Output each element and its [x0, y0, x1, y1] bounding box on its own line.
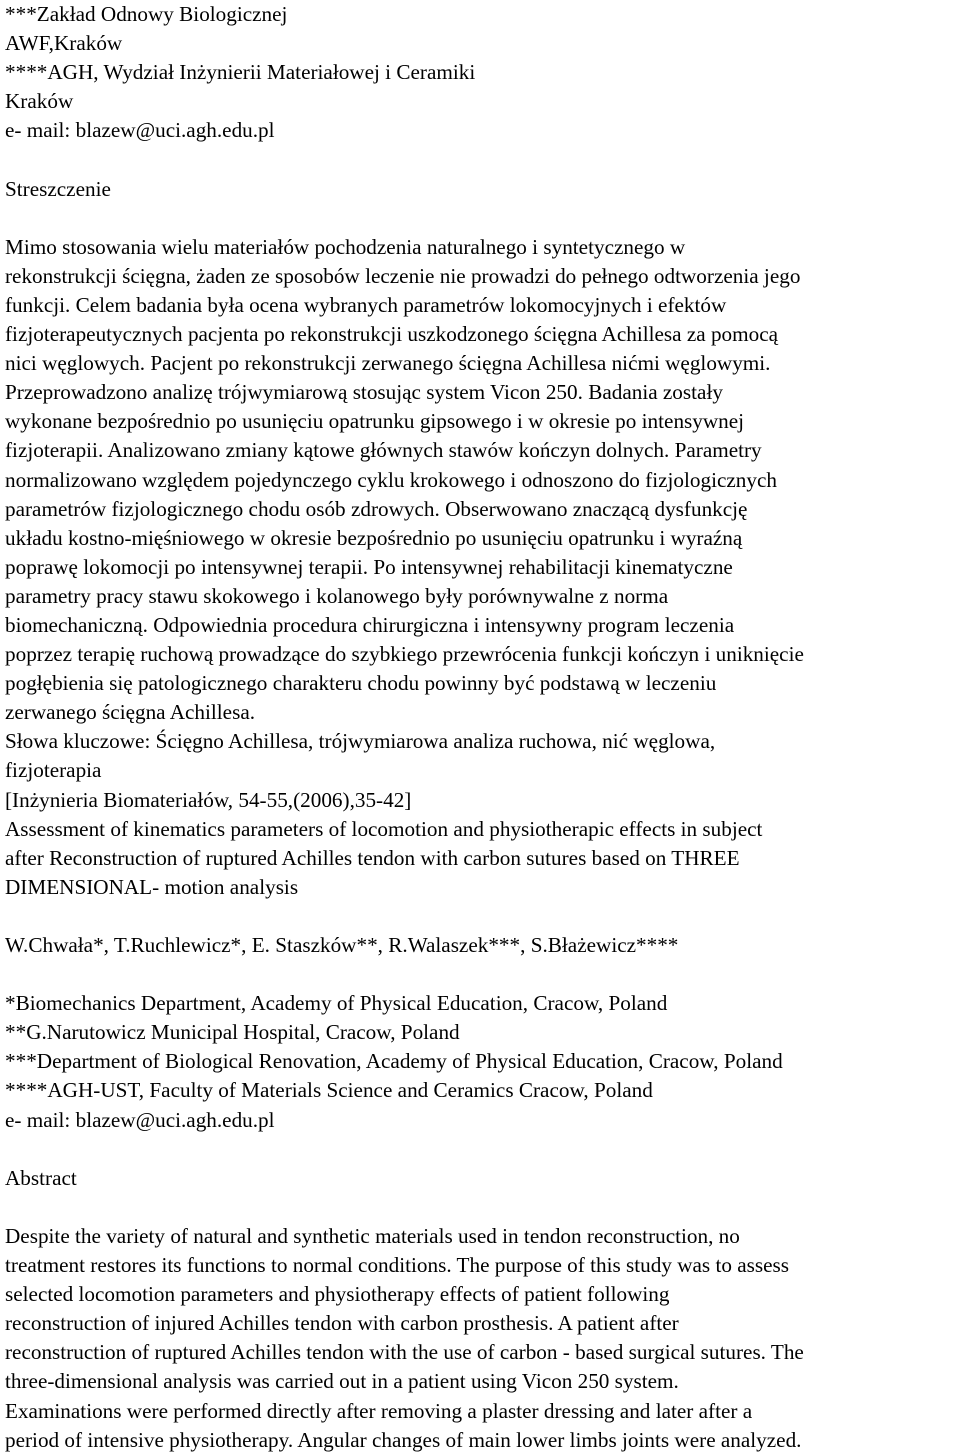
- email-line: e- mail: blazew@uci.agh.edu.pl: [5, 118, 275, 143]
- affiliation-line: AWF,Kraków: [5, 31, 123, 56]
- streszczenie-paragraph: [5, 233, 960, 728]
- paragraph-line: period of intensive physiotherapy. Angular changes of main lower limbs joints were analyzed.: [5, 1427, 802, 1452]
- paragraph-line: rekonstrukcji ścięgna, żaden ze sposobów leczenie nie prowadzi do pełnego odtworzenia jego: [5, 263, 801, 288]
- affiliation-line: ***Department of Biological Renovation, Academy of Physical Education, Cracow, Poland: [5, 1049, 783, 1074]
- affiliation-line: ***Zakład Odnowy Biologicznej: [5, 2, 288, 26]
- paragraph-line: Despite the variety of natural and synthetic materials used in tendon reconstruction, no: [5, 1223, 740, 1248]
- blank-line: [5, 204, 960, 233]
- blank-line: [5, 145, 960, 174]
- email-line: e- mail: blazew@uci.agh.edu.pl: [5, 1107, 275, 1132]
- affiliation-line: *Biomechanics Department, Academy of Physical Education, Cracow, Poland: [5, 991, 668, 1016]
- abstract-paragraph: [5, 1222, 960, 1455]
- paragraph-line: reconstruction of ruptured Achilles tendon with the use of carbon - based surgical sutures. The: [5, 1340, 804, 1365]
- citation: [Inżynieria Biomateriałów, 54-55,(2006),35-42]: [5, 787, 412, 812]
- paragraph-line: funkcji. Celem badania była ocena wybranych parametrów lokomocyjnych i efektów: [5, 292, 727, 317]
- keywords: [5, 727, 960, 785]
- title-line: after Reconstruction of ruptured Achilles tendon with carbon sutures based on THREE: [5, 845, 740, 870]
- english-affiliations: [5, 989, 960, 1134]
- paragraph-line: reconstruction of injured Achilles tendon with carbon prosthesis. A patient after: [5, 1311, 679, 1336]
- keywords-line: fizjoterapia: [5, 758, 102, 783]
- paragraph-line: selected locomotion parameters and physiotherapy effects of patient following: [5, 1282, 670, 1307]
- title-line: Assessment of kinematics parameters of locomotion and physiotherapic effects in subject: [5, 816, 763, 841]
- polish-affiliations: [5, 0, 960, 145]
- abstract-heading: Abstract: [5, 1165, 77, 1190]
- paragraph-line: nici węglowych. Pacjent po rekonstrukcji zerwanego ścięgna Achillesa nićmi węglowymi.: [5, 351, 771, 376]
- paragraph-line: three-dimensional analysis was carried out in a patient using Vicon 250 system.: [5, 1369, 679, 1394]
- paragraph-line: treatment restores its functions to normal conditions. The purpose of this study was to assess: [5, 1253, 790, 1278]
- paragraph-line: parametry pracy stawu skokowego i kolanowego były porównywalne z norma: [5, 583, 669, 608]
- affiliation-line: **G.Narutowicz Municipal Hospital, Cracow, Poland: [5, 1020, 460, 1045]
- affiliation-line: ****AGH-UST, Faculty of Materials Science and Ceramics Cracow, Poland: [5, 1078, 653, 1103]
- paragraph-line: fizjoterapii. Analizowano zmiany kątowe głównych stawów kończyn dolnych. Parametry: [5, 438, 762, 463]
- blank-line: [5, 960, 960, 989]
- paragraph-line: układu kostno-mięśniowego w okresie bezpośrednio po usunięciu opatrunku i wyraźną: [5, 525, 743, 550]
- paragraph-line: poprawę lokomocji po intensywnej terapii. Po intensywnej rehabilitacji kinematyczne: [5, 554, 733, 579]
- paragraph-line: fizjoterapeutycznych pacjenta po rekonstrukcji uszkodzonego ścięgna Achillesa za pomocą: [5, 322, 779, 347]
- paragraph-line: Przeprowadzono analizę trójwymiarową stosując system Vicon 250. Badania zostały: [5, 380, 723, 405]
- blank-line: [5, 1193, 960, 1222]
- authors: W.Chwała*, T.Ruchlewicz*, E. Staszków**, R.Walaszek***, S.Błażewicz****: [5, 933, 679, 957]
- paragraph-line: zerwanego ścięgna Achillesa.: [5, 700, 256, 725]
- streszczenie-heading: Streszczenie: [5, 176, 111, 201]
- paragraph-line: biomechaniczną. Odpowiednia procedura chirurgiczna i intensywny program leczenia: [5, 612, 735, 637]
- paragraph-line: wykonane bezpośrednio po usunięciu opatrunku gipsowego i w okresie po intensywnej: [5, 409, 745, 434]
- blank-line: [5, 1135, 960, 1164]
- blank-line: [5, 902, 960, 931]
- affiliation-line: Kraków: [5, 89, 74, 114]
- paragraph-line: poprzez terapię ruchową prowadzące do szybkiego przewrócenia funkcji kończyn i uniknięcie: [5, 642, 804, 667]
- title-line: DIMENSIONAL- motion analysis: [5, 874, 299, 899]
- paragraph-line: normalizowano względem pojedynczego cyklu krokowego i odnoszono do fizjologicznych: [5, 467, 777, 492]
- paragraph-line: Mimo stosowania wielu materiałów pochodzenia naturalnego i syntetycznego w: [5, 234, 686, 259]
- paragraph-line: Examinations were performed directly after removing a plaster dressing and later after a: [5, 1398, 753, 1423]
- paragraph-line: pogłębienia się patologicznego charakteru chodu powinny być podstawą w leczeniu: [5, 671, 717, 696]
- keywords-line: Słowa kluczowe: Ścięgno Achillesa, trójwymiarowa analiza ruchowa, nić węglowa,: [5, 729, 716, 754]
- affiliation-line: ****AGH, Wydział Inżynierii Materiałowej i Ceramiki: [5, 60, 476, 85]
- english-title: [5, 815, 960, 902]
- paragraph-line: parametrów fizjologicznego chodu osób zdrowych. Obserwowano znaczącą dysfunkcję: [5, 496, 748, 521]
